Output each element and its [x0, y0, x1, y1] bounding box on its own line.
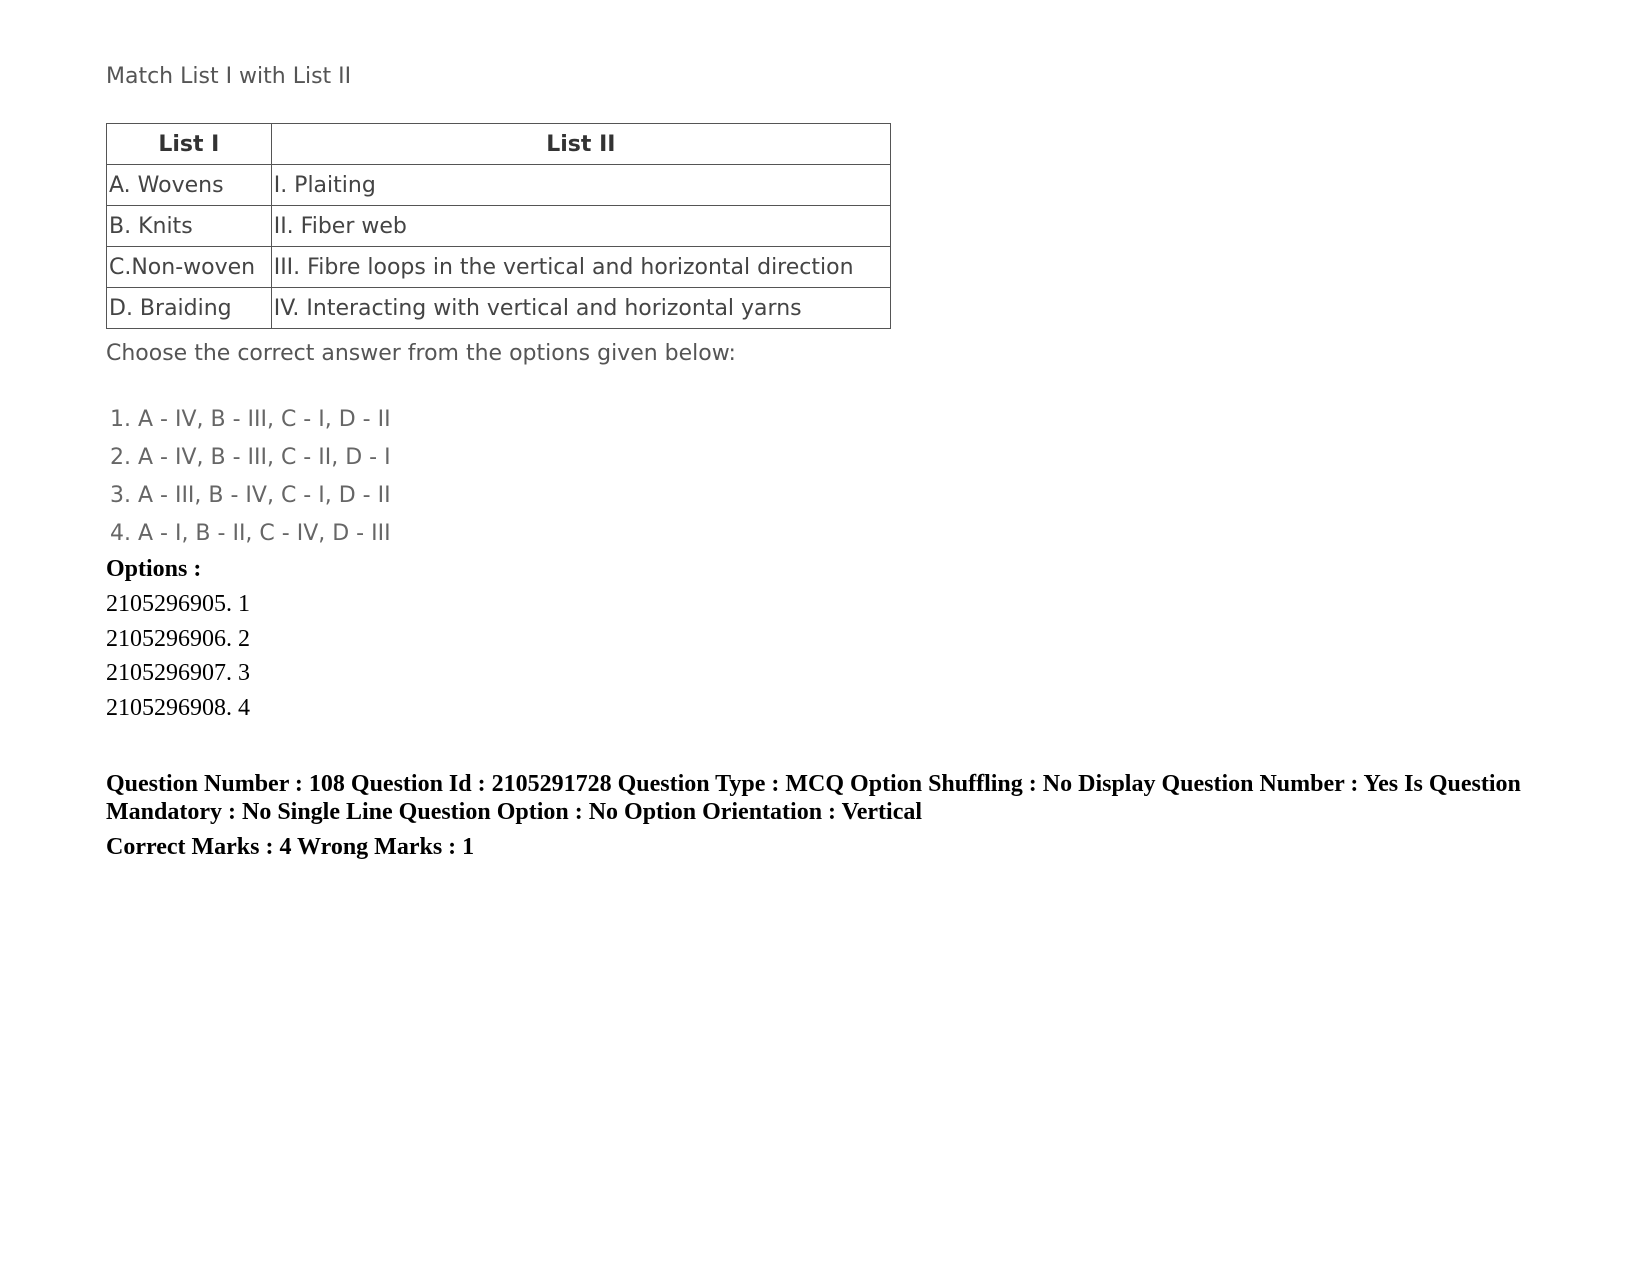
match-table	[106, 123, 891, 329]
option-id-item: 2105296907. 3	[106, 660, 250, 686]
list-ii-header: List II	[271, 124, 890, 165]
list-i-cell: B. Knits	[107, 206, 272, 247]
list-i-header: List I	[107, 124, 272, 165]
list-ii-cell: IV. Interacting with vertical and horizontal yarns	[271, 288, 890, 329]
answer-list	[110, 405, 391, 557]
question-marks: Correct Marks : 4 Wrong Marks : 1	[106, 834, 475, 860]
table-row	[107, 165, 891, 206]
table-row	[107, 288, 891, 329]
list-ii-cell: III. Fibre loops in the vertical and horizontal direction	[271, 247, 890, 288]
option-id-list	[106, 589, 250, 727]
list-i-cell: D. Braiding	[107, 288, 272, 329]
list-ii-cell: II. Fiber web	[271, 206, 890, 247]
question-metadata: Question Number : 108 Question Id : 2105291728 Question Type : MCQ Option Shuffling : No Display Question Number : Yes Is Question Mandatory : No Single Line Question Option : No Option Orientation : Vertical	[106, 771, 1521, 825]
answer-item: 2. A - IV, B - III, C - II, D - I	[110, 445, 391, 470]
answer-item: 3. A - III, B - IV, C - I, D - II	[110, 483, 391, 508]
options-label: Options :	[106, 556, 202, 582]
choose-instruction: Choose the correct answer from the options given below:	[106, 341, 736, 366]
table-row	[107, 206, 891, 247]
option-id-item: 2105296908. 4	[106, 694, 250, 721]
table-header-row	[107, 124, 891, 165]
answer-item: 4. A - I, B - II, C - IV, D - III	[110, 521, 391, 546]
question-intro: Match List I with List II	[106, 64, 352, 89]
list-ii-cell: I. Plaiting	[271, 165, 890, 206]
list-i-cell: C.Non-woven	[107, 247, 272, 288]
list-i-cell: A. Wovens	[107, 165, 272, 206]
table-row	[107, 247, 891, 288]
answer-item: 1. A - IV, B - III, C - I, D - II	[110, 407, 391, 432]
option-id-item: 2105296906. 2	[106, 625, 250, 652]
option-id-item: 2105296905. 1	[106, 591, 250, 617]
